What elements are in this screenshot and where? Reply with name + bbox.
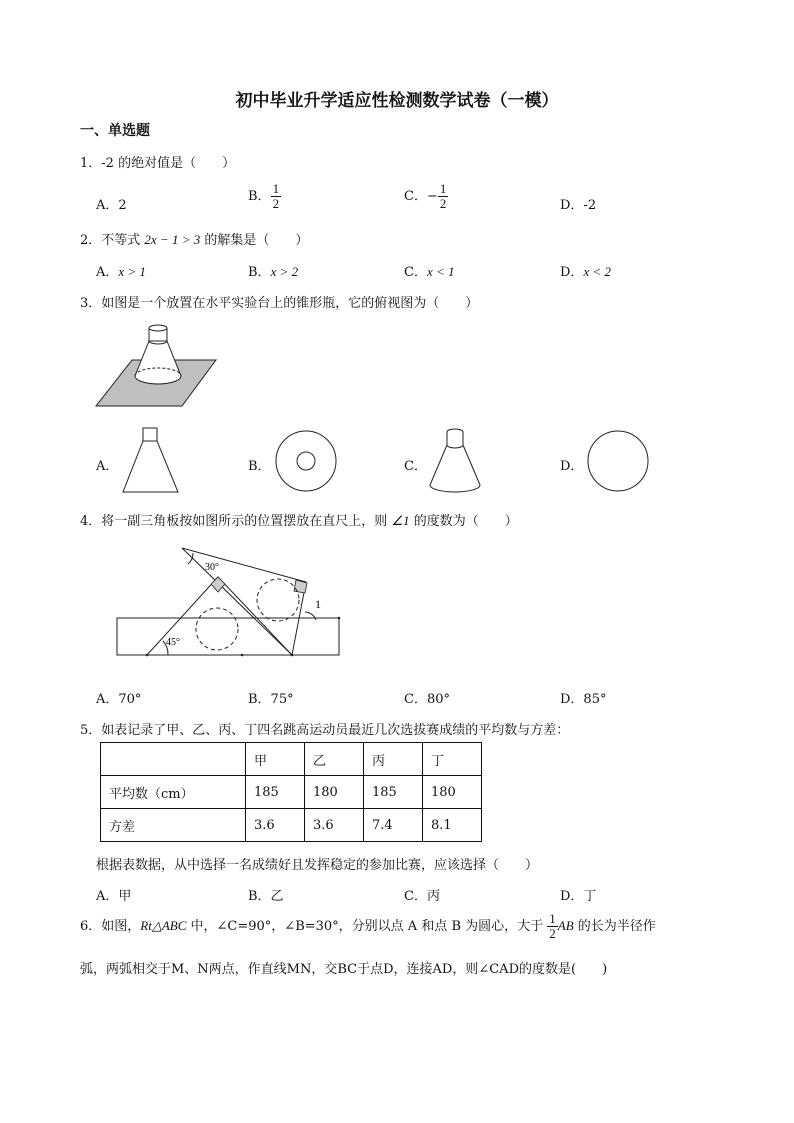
- q6-middle: 中，∠C=90°，∠B=30°，分别以点 A 和点 B 为圆心，大于: [186, 919, 548, 934]
- fraction-numerator: 1: [439, 181, 447, 196]
- front-view-trapezoid: [123, 441, 178, 492]
- q1-option-b: [248, 182, 281, 211]
- q5-option-b: B．乙: [248, 889, 284, 904]
- right-angle-mark-45: [211, 577, 225, 592]
- ruler-tick: [241, 654, 244, 657]
- q1-option-a: A．2: [96, 198, 127, 213]
- fraction-numerator: 1: [272, 181, 280, 196]
- option-math: x > 1: [118, 264, 146, 279]
- q1-option-b-label: B．: [248, 189, 271, 204]
- table-row: [101, 776, 482, 809]
- q2-option-c: [404, 261, 455, 280]
- q6-segment-ab: AB: [557, 918, 574, 933]
- q3-option-d: D．: [560, 459, 584, 474]
- table-cell: 平均数（cm）: [101, 776, 246, 809]
- top-view-inner-circle: [297, 452, 315, 470]
- q4-prefix: 4．将一副三角板按如图所示的位置摆放在直尺上，则: [80, 514, 392, 529]
- ruler-tick: [146, 654, 149, 657]
- table-cell: 丁: [423, 743, 482, 776]
- q1-option-c-fraction: [438, 182, 449, 211]
- section-heading: 一、单选题: [80, 123, 150, 139]
- q3-option-a: A．: [96, 459, 119, 474]
- q1-option-c-label: C．−: [404, 189, 438, 204]
- table-cell: 3.6: [305, 809, 364, 842]
- table-header-row: [101, 743, 482, 776]
- q4-angle-symbol: ∠1: [391, 513, 410, 528]
- table-cell: 185: [246, 776, 305, 809]
- table-cell: 3.6: [246, 809, 305, 842]
- table-cell: 方差: [101, 809, 246, 842]
- table-cell: [101, 743, 246, 776]
- front-view-neck: [143, 428, 157, 441]
- q2-option-d: [560, 261, 611, 280]
- option-label: B．: [248, 265, 271, 280]
- q6-prefix: 6．如图，: [80, 919, 141, 934]
- cone-flask-outline: [430, 432, 480, 492]
- page-title: 初中毕业升学适应性检测数学试卷（一模）: [235, 91, 559, 111]
- q5-option-c: C．丙: [404, 889, 440, 904]
- q6-triangle-name: Rt△ABC: [140, 918, 187, 933]
- fraction-denominator: 2: [439, 196, 447, 211]
- conical-flask-body: [135, 341, 181, 384]
- q6-suffix: 的长为半径作: [573, 919, 656, 934]
- q6-fraction: [547, 912, 558, 941]
- label-45-degrees: 45°: [166, 637, 180, 648]
- q4-suffix: 的度数为（ ）: [409, 514, 518, 529]
- q5-stats-table: [100, 742, 482, 842]
- ruler: [117, 618, 339, 655]
- table-cell: 180: [305, 776, 364, 809]
- q2-prefix: 2．不等式: [80, 233, 145, 248]
- q5-option-d: D．丁: [560, 889, 597, 904]
- fraction-denominator: 2: [272, 196, 280, 211]
- q1-option-c: [404, 182, 448, 211]
- table-cell: 185: [364, 776, 423, 809]
- option-math: x < 1: [426, 264, 455, 279]
- ruler-tick: [291, 654, 294, 657]
- question-4-text: [80, 510, 518, 529]
- q5-option-a: A．甲: [96, 889, 132, 904]
- table-cell: 8.1: [423, 809, 482, 842]
- table-cell: 7.4: [364, 809, 423, 842]
- option-label: D．: [560, 265, 584, 280]
- q2-option-a: [96, 261, 146, 280]
- q3-main-figure: [90, 318, 225, 413]
- q1-option-d: D．-2: [560, 198, 597, 213]
- fraction-numerator: 1: [549, 911, 556, 926]
- question-2-text: [80, 229, 308, 248]
- question-5-text: 5．如表记录了甲、乙、丙、丁四名跳高运动员最近几次选拔赛成绩的平均数与方差：: [80, 723, 570, 738]
- table-cell: 180: [423, 776, 482, 809]
- question-6-line-1: [80, 912, 656, 941]
- q3-option-b: B．: [248, 459, 271, 474]
- question-3-text: 3．如图是一个放置在水平实验台上的锥形瓶，它的俯视图为（ ）: [80, 296, 479, 311]
- option-label: C．: [404, 265, 427, 280]
- q3-option-d-figure: [585, 428, 653, 496]
- dashed-circle-right: [257, 579, 299, 621]
- q3-option-c-figure: [424, 425, 486, 497]
- ruler-tick: [338, 617, 341, 620]
- q2-expression: 2x − 1 > 3: [144, 232, 201, 247]
- table-row: [101, 809, 482, 842]
- question-1-text: 1．-2 的绝对值是（ ）: [80, 156, 236, 171]
- label-30-degrees: 30°: [205, 562, 219, 573]
- table-cell: 丙: [364, 743, 423, 776]
- q4-option-a: A．70°: [96, 692, 142, 707]
- q4-option-d: D．85°: [560, 692, 607, 707]
- option-label: A．: [96, 265, 119, 280]
- q4-option-c: C．80°: [404, 692, 450, 707]
- single-circle: [588, 431, 648, 491]
- fraction-denominator: 2: [549, 926, 556, 941]
- q2-option-b: [248, 261, 298, 280]
- option-math: x > 2: [270, 264, 299, 279]
- q4-option-b: B．75°: [248, 692, 294, 707]
- q5-followup-text: 根据表数据，从中选择一名成绩好且发挥稳定的参加比赛，应该选择（ ）: [96, 858, 539, 873]
- table-cell: 甲: [246, 743, 305, 776]
- label-angle-1: 1: [315, 597, 321, 611]
- flask-neck-top: [149, 325, 167, 331]
- q1-option-b-fraction: [271, 182, 282, 211]
- q4-figure: [110, 540, 350, 665]
- table-cell: 乙: [305, 743, 364, 776]
- question-6-line-2: 弧，两弧相交于M、N两点，作直线MN，交BC于点D，连接AD，则∠CAD的度数是( ): [80, 962, 608, 977]
- q3-option-c: C．: [404, 459, 427, 474]
- q3-option-a-figure: [118, 425, 188, 495]
- q3-option-b-figure: [272, 428, 340, 496]
- option-math: x < 2: [583, 264, 611, 279]
- q2-suffix: 的解集是（ ）: [200, 233, 309, 248]
